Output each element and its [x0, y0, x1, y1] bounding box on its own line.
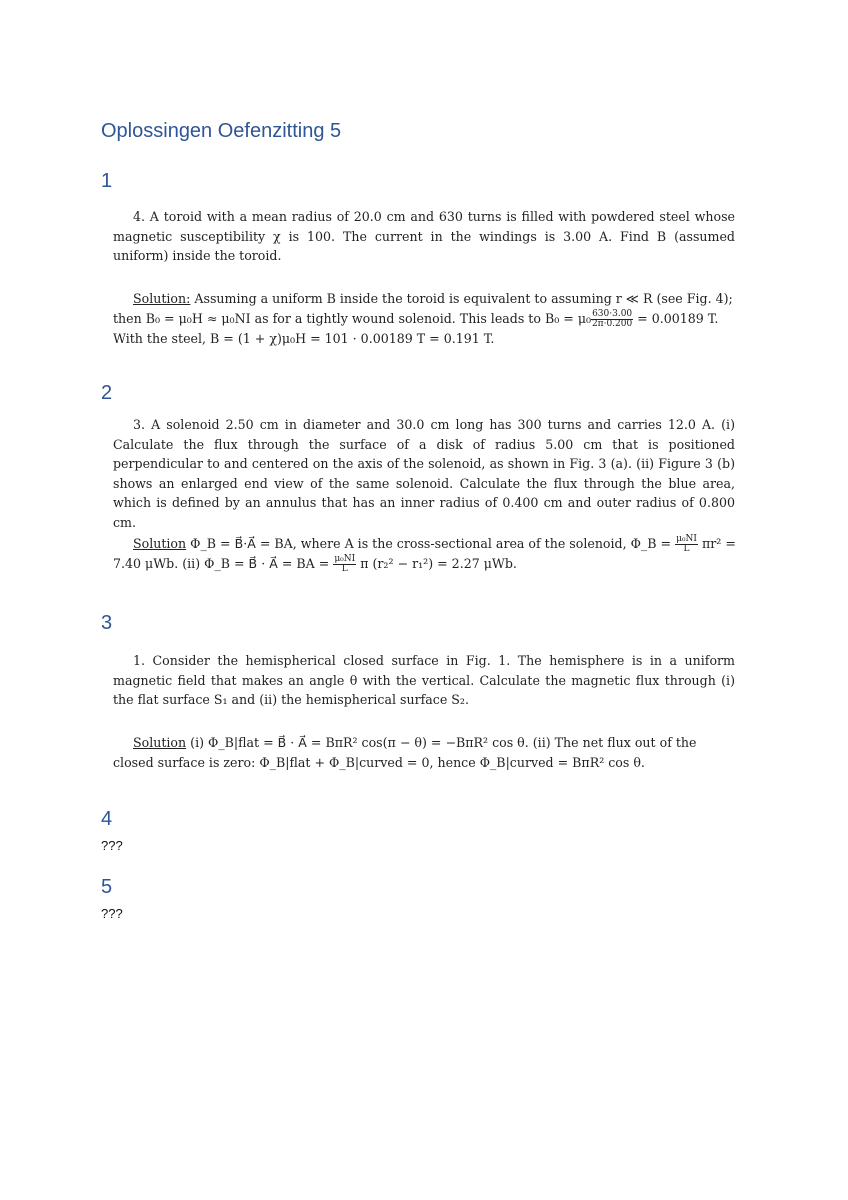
- section-number-3: 3: [101, 612, 113, 634]
- answer-placeholder-5: ???: [101, 906, 123, 921]
- question-3: 1. Consider the hemispherical closed surface in Fig. 1. The hemisphere is in a uniform magnetic field that makes an angle θ with the vertical. Calculate the magnetic flux through (i) the flat surface S₁ and (ii) the hemispherical surface S₂.: [113, 653, 735, 707]
- solution-label: Solution:: [133, 291, 191, 306]
- solution-line: πr² =: [701, 536, 736, 551]
- section-number-5: 5: [101, 876, 113, 898]
- fraction-numerator: μ₀NI: [334, 554, 356, 564]
- fraction-denominator: L: [683, 544, 690, 554]
- solution-label: Solution: [133, 536, 187, 551]
- question-1: 4. A toroid with a mean radius of 20.0 cm and 630 turns is filled with powdered steel whose magnetic susceptibility χ is 100. The current in the windings is 3.00 A. Find B (assumed uniform) inside the toroid.: [113, 209, 735, 263]
- solution-line: 7.40 μWb. (ii) Φ_B = B⃗ · A⃗ = BA =: [113, 556, 330, 571]
- section-number-2: 2: [101, 382, 113, 404]
- section-number-4: 4: [101, 808, 113, 830]
- section-number-1: 1: [101, 170, 113, 192]
- fraction-denominator: L: [341, 564, 348, 574]
- solution-3: [113, 733, 741, 773]
- solution-line: (i) Φ_B|flat = B⃗ · A⃗ = BπR² cos(π − θ) = −BπR² cos θ. (ii) The net flux out of the: [190, 735, 697, 750]
- solution-line: With the steel, B = (1 + χ)μ₀H = 101 · 0.00189 T = 0.191 T.: [113, 331, 495, 346]
- page-title: Oplossingen Oefenzitting 5: [101, 120, 342, 142]
- solution-2: [113, 534, 741, 574]
- solution-1: [113, 289, 741, 349]
- solution-label: Solution: [133, 735, 187, 750]
- answer-placeholder-4: ???: [101, 838, 123, 853]
- solution-line: Assuming a uniform B inside the toroid is equivalent to assuming r ≪ R (see Fig. 4);: [194, 291, 733, 306]
- fraction: [675, 535, 698, 554]
- fraction: [591, 310, 633, 329]
- fraction-numerator: μ₀NI: [676, 534, 697, 544]
- solution-line: = 0.00189 T.: [637, 311, 719, 326]
- solution-line: Φ_B = B⃗·A⃗ = BA, where A is the cross-sectional area of the solenoid, Φ_B =: [190, 536, 672, 551]
- question-2: 3. A solenoid 2.50 cm in diameter and 30.0 cm long has 300 turns and carries 12.0 A. (i) Calculate the flux through the surface of a disk of radius 5.00 cm that is positioned perpendicular to and centered on the axis of the solenoid, as shown in Fig. 3 (a). (ii) Figure 3 (b) shows an enlarged end view of the same solenoid. Calculate the flux through the blue area, which is defined by an annulus that has an inner radius of 0.400 cm and outer radius of 0.800 cm.: [113, 417, 735, 530]
- solution-line: π (r₂² − r₁²) = 2.27 μWb.: [360, 556, 517, 571]
- fraction-denominator: 2π·0.200: [591, 319, 633, 329]
- solution-line: then B₀ = μ₀H ≈ μ₀NI as for a tightly wound solenoid. This leads to B₀ = μ₀: [113, 311, 592, 326]
- fraction: [333, 555, 356, 574]
- fraction-numerator: 630·3.00: [592, 309, 633, 319]
- solution-line: closed surface is zero: Φ_B|flat + Φ_B|curved = 0, hence Φ_B|curved = BπR² cos θ.: [113, 755, 645, 770]
